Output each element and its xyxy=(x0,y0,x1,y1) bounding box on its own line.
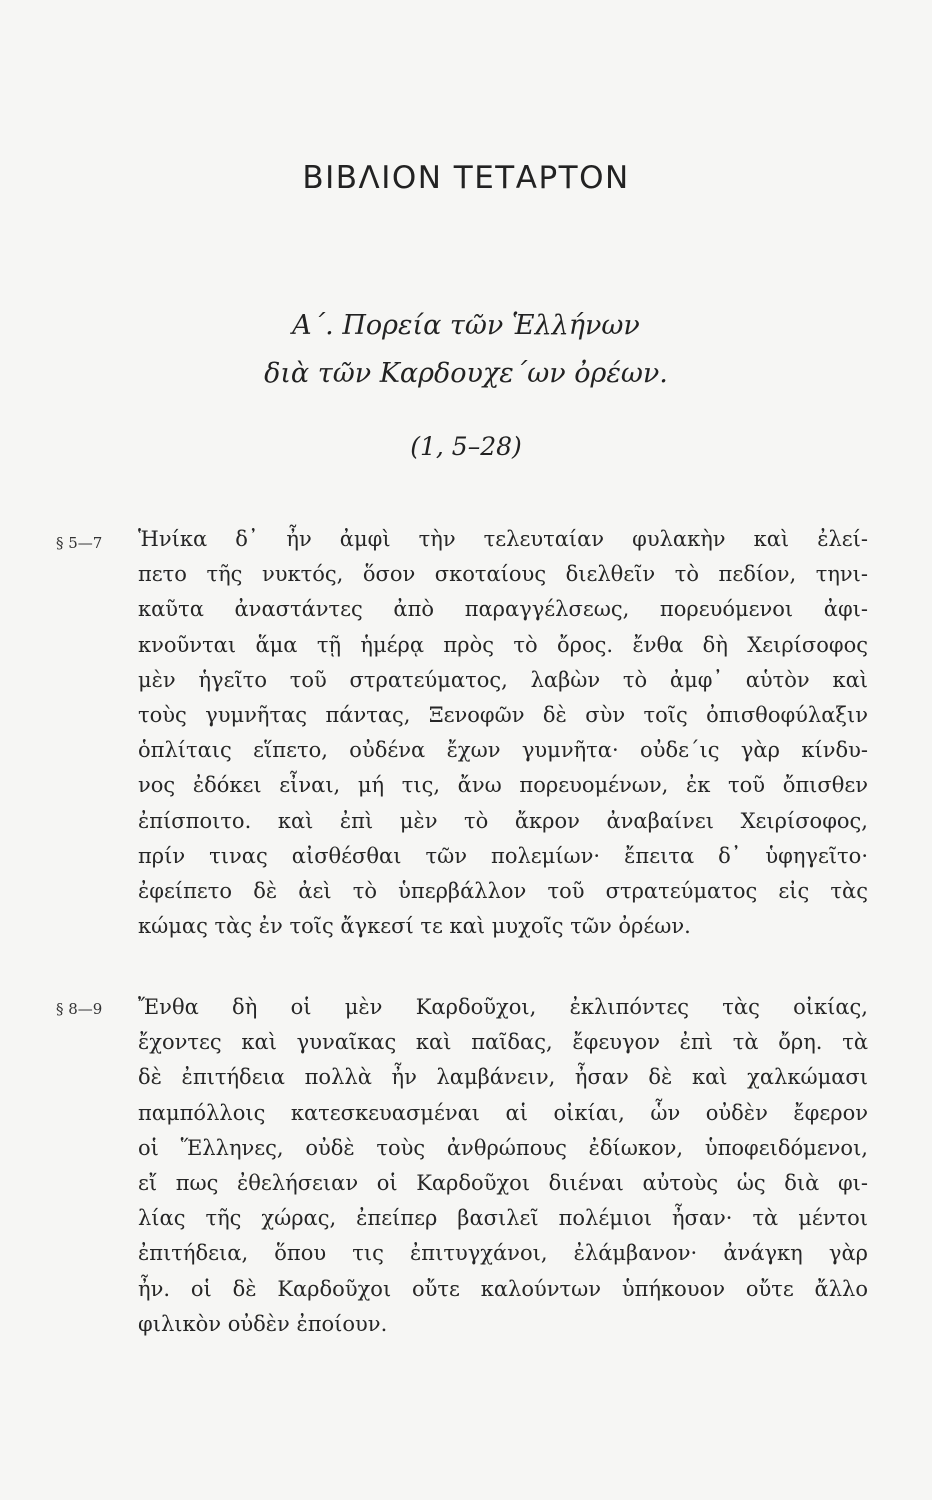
paragraph-section xyxy=(138,522,868,944)
text-line: καῦτα ἀναστάντες ἀπὸ παραγγέλσεως, πορευόμενοι ἀφι- xyxy=(138,597,868,622)
text-line: Ἡνίκα δ᾽ ἦν ἀμφὶ τὴν τελευταίαν φυλακὴν καὶ ἐλεί- xyxy=(138,527,868,551)
text-line: πρίν τινας αἰσθέσθαι τῶν πολεμίων· ἔπειτα δ᾽ ὑφηγεῖτο· xyxy=(138,843,868,868)
text-line: φιλικὸν οὐδὲν ἐποίουν. xyxy=(138,1311,388,1336)
text-line: πετο τῆς νυκτός, ὅσον σκοταίους διελθεῖν τὸ πεδίον, τηνι- xyxy=(138,562,868,587)
text-line: παμπόλλοις κατεσκευασμέναι αἱ οἰκίαι, ὧν οὐδὲν ἔφερον xyxy=(138,1100,868,1125)
section-marker: § 8—9 xyxy=(56,1000,103,1018)
section-marker: § 5—7 xyxy=(56,534,103,552)
text-line: λίας τῆς χώρας, ἐπείπερ βασιλεῖ πολέμιοι ἦσαν· τὰ μέντοι xyxy=(138,1206,868,1231)
text-line: ἦν. οἱ δὲ Καρδοῦχοι οὔτε καλούντων ὑπήκουον οὔτε ἄλλο xyxy=(138,1276,868,1301)
text-line: δὲ ἐπιτήδεια πολλὰ ἦν λαμβάνειν, ἦσαν δὲ καὶ χαλκώμασι xyxy=(138,1065,868,1090)
text-line: νος ἐδόκει εἶναι, μή τις, ἄνω πορευομένων, ἐκ τοῦ ὄπισθεν xyxy=(138,773,868,798)
chapter-heading-line-1: Α΄. Πορεία τῶν Ἑλλήνων xyxy=(292,310,640,341)
text-line: κώμας τὰς ἐν τοῖς ἄγκεσί τε καὶ μυχοῖς τῶν ὀρέων. xyxy=(138,914,691,939)
paragraph-section xyxy=(138,990,868,1342)
text-line: τοὺς γυμνῆτας πάντας, Ξενοφῶν δὲ σὺν τοῖς ὀπισθοφύλαξιν xyxy=(138,702,868,727)
text-line: μὲν ἡγεῖτο τοῦ στρατεύματος, λαβὼν τὸ ἀμφ᾽ αὑτὸν καὶ xyxy=(138,667,868,692)
text-line: ἐπιτήδεια, ὅπου τις ἐπιτυγχάνοι, ἐλάμβανον· ἀνάγκη γὰρ xyxy=(138,1241,868,1266)
text-line: ἐπίσποιτο. καὶ ἐπὶ μὲν τὸ ἄκρον ἀναβαίνει Χειρίσοφος, xyxy=(138,808,868,833)
text-line: Ἔνθα δὴ οἱ μὲν Καρδοῦχοι, ἐκλιπόντες τὰς οἰκίας, xyxy=(138,995,868,1019)
text-line: εἴ πως ἐθελήσειαν οἱ Καρδοῦχοι διιέναι αὐτοὺς ὡς διὰ φι- xyxy=(138,1170,868,1195)
book-title: ΒΙΒΛΙΟΝ ΤΕΤΑΡΤΟΝ xyxy=(302,160,630,196)
text-line: οἱ Ἕλληνες, οὐδὲ τοὺς ἀνθρώπους ἐδίωκον, ὑποφειδόμενοι, xyxy=(138,1135,868,1160)
text-line: κνοῦνται ἅμα τῇ ἡμέρᾳ πρὸς τὸ ὄρος. ἔνθα δὴ Χειρίσοφος xyxy=(138,632,868,657)
text-line: ὁπλίταις εἵπετο, οὐδένα ἔχων γυμνῆτα· οὐδε΄ις γὰρ κίνδυ- xyxy=(138,738,868,763)
text-line: ἔχοντες καὶ γυναῖκας καὶ παῖδας, ἔφευγον ἐπὶ τὰ ὄρη. τὰ xyxy=(138,1030,868,1055)
chapter-range: (1, 5–28) xyxy=(410,432,522,461)
text-line: ἐφείπετο δὲ ἀεὶ τὸ ὑπερβάλλον τοῦ στρατεύματος εἰς τὰς xyxy=(138,878,868,903)
chapter-heading-line-2: διὰ τῶν Καρδουχε΄ων ὀρέων. xyxy=(264,358,668,389)
